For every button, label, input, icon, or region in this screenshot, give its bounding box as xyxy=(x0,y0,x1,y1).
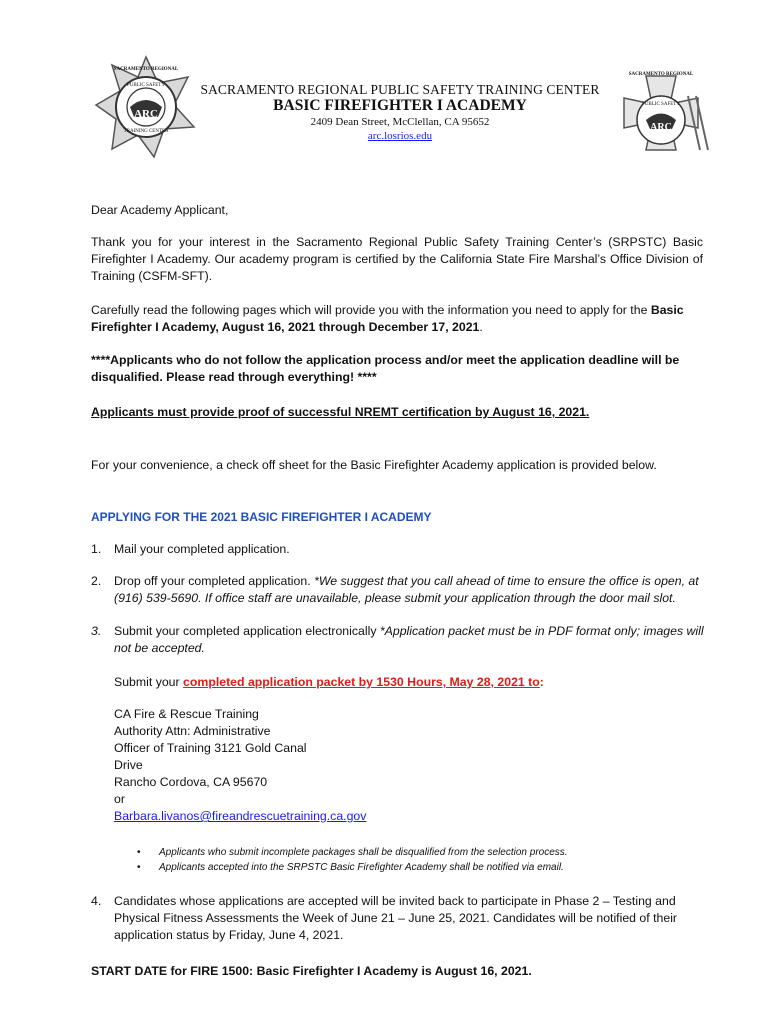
bullet: • xyxy=(137,847,141,858)
email-link[interactable]: Barbara.livanos@fireandrescuetraining.ca.gov xyxy=(114,809,367,823)
step-3-text xyxy=(114,623,714,657)
mailing-address xyxy=(114,706,374,825)
step-1-text: Mail your completed application. xyxy=(114,542,290,556)
address-line: Rancho Cordova, CA 95670 xyxy=(114,775,268,789)
step-3-italic: *Application packet must be in PDF format only; images will not be accepted. xyxy=(114,624,704,655)
apply-step-4 xyxy=(91,893,703,944)
step-4-text: Candidates whose applications are accepted will be invited back to participate in Phase 2 – Testing and Physical Fitness Assessments the Week of June 21 – June 25, 2021. Candidates will be notified of their application status by Friday, June 4, 2021. xyxy=(114,894,678,942)
svg-text:ARC: ARC xyxy=(134,108,158,120)
address-line: or xyxy=(114,792,125,806)
submit-deadline xyxy=(114,674,714,691)
submit-suffix: : xyxy=(539,675,544,689)
nremt-requirement: Applicants must provide proof of successful NREMT certification by August 16, 2021. xyxy=(91,405,590,419)
start-date: START DATE for FIRE 1500: Basic Firefighter I Academy is August 16, 2021. xyxy=(91,964,532,978)
academy-title: BASIC FIREFIGHTER I ACADEMY xyxy=(273,97,527,114)
address-line: Officer of Training 3121 Gold Canal xyxy=(114,741,307,755)
notes-list xyxy=(137,845,697,875)
step-4-number: 4. xyxy=(91,894,102,908)
step-2-italic: *We suggest that you call ahead of time to ensure the office is open, at (916) 539-5690. If office staff are unavailable, please submit your application through the door mail slot. xyxy=(114,574,699,605)
list-item xyxy=(137,845,697,860)
address-line: Drive xyxy=(114,758,143,772)
submit-deadline-highlight: completed application packet by 1530 Hours, May 28, 2021 to xyxy=(183,675,540,689)
checkoff-note: For your convenience, a check off sheet for the Basic Firefighter Academy application is provided below. xyxy=(91,458,657,472)
step-1-number: 1. xyxy=(91,542,102,556)
step-3-plain: Submit your completed application electronically xyxy=(114,624,380,638)
step-3-number: 3. xyxy=(91,624,102,638)
website-link[interactable]: arc.losrios.edu xyxy=(367,130,433,142)
step-2-plain: Drop off your completed application. xyxy=(114,574,315,588)
note-text: Applicants accepted into the SRPSTC Basic Firefighter Academy shall be notified via email. xyxy=(159,862,564,873)
instructions-text: Carefully read the following pages which will provide you with the information you need to apply for the xyxy=(91,303,651,317)
intro-paragraph: Thank you for your interest in the Sacramento Regional Public Safety Training Center’s (SRPSTC) Basic Firefighter I Academy. Our academy program is certified by the California State Fire Marshal’s Office Division of Training (CSFM-SFT). xyxy=(91,235,703,283)
bullet: • xyxy=(137,862,141,873)
step-2-text xyxy=(114,573,726,607)
left-logo-top-text: SACRAMENTO REGIONAL xyxy=(113,67,179,72)
instructions-paragraph xyxy=(91,302,703,336)
right-logo-top-text: SACRAMENTO REGIONAL xyxy=(628,72,694,77)
apply-step-2 xyxy=(91,573,703,607)
address-line: CA Fire & Rescue Training xyxy=(114,707,259,721)
submit-prefix: Submit your xyxy=(114,675,184,689)
list-item xyxy=(137,860,697,875)
note-text: Applicants who submit incomplete packages shall be disqualified from the selection process. xyxy=(159,847,568,858)
disqualification-warning: ****Applicants who do not follow the application process and/or meet the application deadline will be disqualified. Please read through everything! **** xyxy=(91,353,680,384)
training-center-title: SACRAMENTO REGIONAL PUBLIC SAFETY TRAINING CENTER xyxy=(200,82,600,97)
svg-text:ARC: ARC xyxy=(650,122,672,133)
apply-step-3 xyxy=(91,623,703,657)
left-logo-ring-text: PUBLIC SAFETY xyxy=(127,83,165,88)
right-logo-ring-text: PUBLIC SAFETY xyxy=(642,102,680,107)
address-line: Authority Attn: Administrative xyxy=(114,724,271,738)
salutation: Dear Academy Applicant, xyxy=(91,203,229,217)
academy-dates: Basic Firefighter I Academy, August 16, 2021 through December 17, 2021 xyxy=(91,303,684,334)
center-address: 2409 Dean Street, McClellan, CA 95652 xyxy=(310,116,490,128)
instructions-end: . xyxy=(479,320,483,334)
left-logo-bottom-text: TRAINING CENTER xyxy=(123,129,169,134)
applying-heading: APPLYING FOR THE 2021 BASIC FIREFIGHTER I ACADEMY xyxy=(91,510,432,524)
step-2-number: 2. xyxy=(91,574,102,588)
